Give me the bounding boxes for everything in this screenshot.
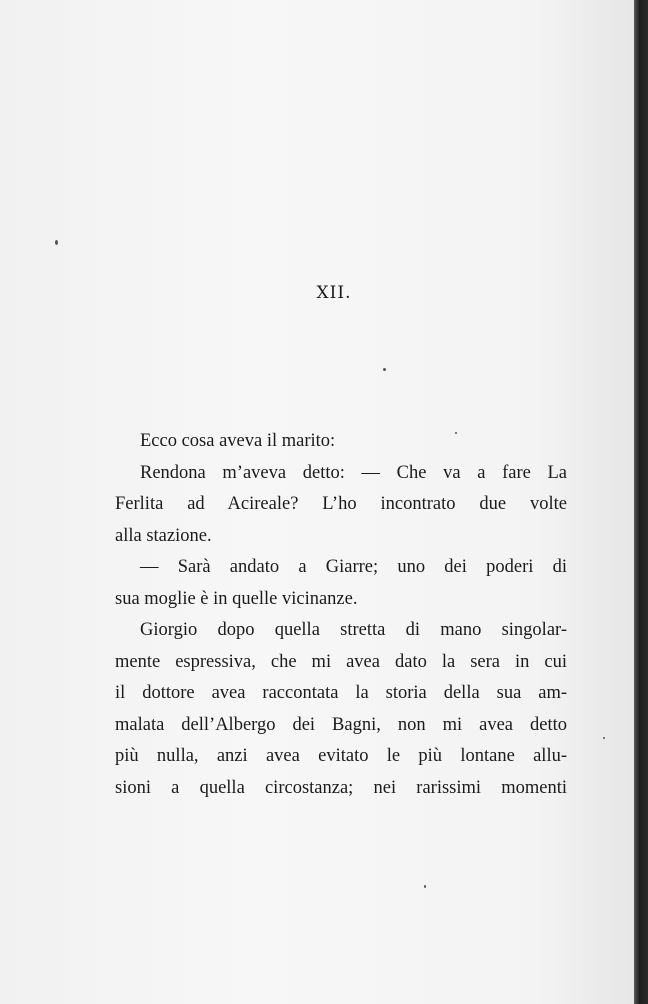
text-line: alla stazione. <box>115 525 212 546</box>
paper-speck <box>603 737 605 739</box>
text-line: sua moglie è in quelle vicinanze. <box>115 588 358 609</box>
text-line: Ferlita ad Acireale? L’ho incontrato due volte <box>115 494 567 514</box>
text-line: Giorgio dopo quella stretta di mano singolar- <box>140 620 567 640</box>
text-line: sioni a quella circostanza; nei rarissimi momenti <box>115 777 567 798</box>
body-text <box>115 426 567 804</box>
chapter-heading: XII. <box>316 283 352 303</box>
text-line: Ecco cosa aveva il marito: <box>140 431 336 451</box>
text-line: più nulla, anzi avea evitato le più lontane allu- <box>115 746 567 766</box>
paper-speck <box>455 432 457 434</box>
paper-speck <box>424 885 426 888</box>
text-line: malata dell’Albergo dei Bagni, non mi avea detto <box>115 714 567 735</box>
page-binding-edge <box>634 0 648 1004</box>
paper-speck <box>383 368 386 371</box>
paper-speck <box>55 240 58 245</box>
text-line: il dottore avea raccontata la storia della sua am- <box>115 683 567 703</box>
text-line: Rendona m’aveva detto: — Che va a fare La <box>140 462 567 483</box>
text-line: mente espressiva, che mi avea dato la sera in cui <box>115 651 567 672</box>
text-line: — Sarà andato a Giarre; uno dei poderi di <box>140 557 567 577</box>
